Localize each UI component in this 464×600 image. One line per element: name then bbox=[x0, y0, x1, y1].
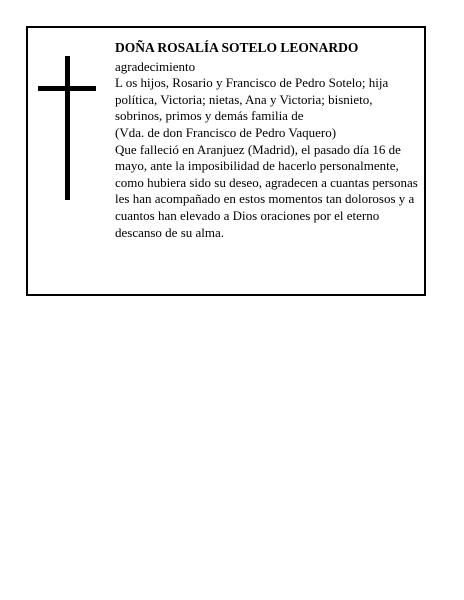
cross-horizontal-bar bbox=[38, 86, 96, 91]
widow-of-line: (Vda. de don Francisco de Pedro Vaquero) bbox=[115, 124, 337, 140]
cross-vertical-bar bbox=[65, 56, 70, 200]
deceased-name: DOÑA ROSALÍA SOTELO LEONARDO bbox=[115, 40, 359, 55]
notice-body: Que falleció en Aranjuez (Madrid), el pasado día 16 de mayo, ante la imposibilidad de hacerlo personalmente, como hubiera sido su deseo, agradecen a cuantas personas les han acompañado en estos momentos tan dolorosos y a cuantos han elevado a Dios oraciones por el eterno descanso de su alma. bbox=[115, 141, 418, 240]
family-paragraph: L os hijos, Rosario y Francisco de Pedro Sotelo; hija política, Victoria; nietas, Ana y Victoria; bisnieto, sobrinos, primos y demás familia de bbox=[115, 75, 389, 124]
notice-text bbox=[115, 40, 421, 241]
latin-cross-icon bbox=[38, 56, 98, 200]
obituary-notice bbox=[26, 26, 426, 296]
notice-heading: agradecimiento bbox=[115, 58, 196, 74]
